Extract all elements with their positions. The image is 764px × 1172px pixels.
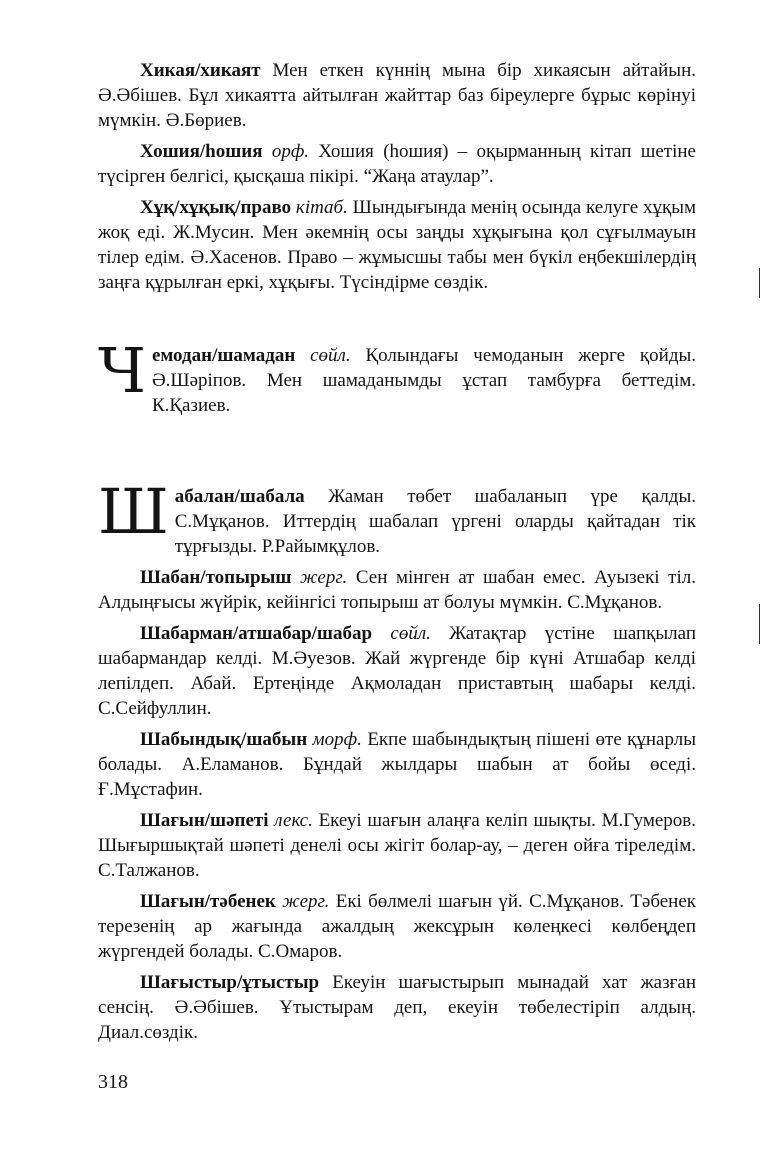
headword: Шағыстыр/ұтыстыр xyxy=(140,972,320,993)
headword: Шабан/топырыш xyxy=(140,567,292,588)
entry-text: Екпе шабындықтың пішені өте құнарлы болады. А.Еламанов. Бұндай жылдары шабын ат бойы өседі. Ғ.Мұстафин. xyxy=(98,729,696,800)
headword: Шағын/шәпеті xyxy=(140,810,269,831)
headword: Хикая/хикаят xyxy=(140,60,261,81)
headword: Шабарман/атшабар/шабар xyxy=(140,623,373,644)
section-dropcap-ch: Ч xyxy=(98,334,146,407)
entry-text: Жатақтар үстіне шапқылап шабармандар келді. М.Әуезов. Жай жүргенде бір күні Атшабар келді лепілдеп. Абай. Ертеңінде Ақмоладан приставтың шабары келді. С.Сейфуллин. xyxy=(98,623,696,719)
dictionary-page xyxy=(98,58,696,1051)
headword: абалан/шабала xyxy=(174,486,305,507)
entry-shaban xyxy=(98,565,696,615)
entry-text: Хошия (һошия) – оқырманның кітап шетіне түсірген белгісі, қысқаша пікірі. “Жаңа атаулар”. xyxy=(98,141,696,187)
section-dropcap-sh: Ш xyxy=(98,475,169,548)
entry-hoshiya xyxy=(98,139,696,189)
usage-label: сөйл. xyxy=(295,345,351,366)
scan-margin-mark xyxy=(759,604,760,644)
usage-label: жерг. xyxy=(291,567,348,588)
headword: емодан/шамадан xyxy=(151,345,296,366)
entry-shabyndyk xyxy=(98,727,696,802)
usage-label: сөйл. xyxy=(372,623,431,644)
entry-shagystyr xyxy=(98,970,696,1045)
entry-shagyn-shapeti xyxy=(98,808,696,883)
usage-label: морф. xyxy=(307,729,362,750)
usage-label: жерг. xyxy=(275,891,330,912)
headword: Шабындық/шабын xyxy=(140,729,308,750)
entry-huk xyxy=(98,195,696,295)
entry-shagyn-tabenek xyxy=(98,889,696,964)
usage-label: орф. xyxy=(262,141,310,162)
entry-text: Сен мінген ат шабан емес. Ауызекі тіл. Алдыңғысы жүйрік, кейінгісі топырыш ат болуы мүмкін. С.Мұқанов. xyxy=(98,567,696,613)
entry-text: Мен еткен күннің мына бір хикаясын айтайын. Ә.Әбішев. Бұл хикаятта айтылған жайттар баз біреулерге бұрыс көрінуі мүмкін. Ә.Бөриев. xyxy=(98,60,696,131)
usage-label: кітаб. xyxy=(291,197,348,218)
entry-text: Қолындағы чемоданын жерге қойды. Ә.Шәріпов. Мен шамаданымды ұстап тамбурға беттедім. К.Қазиев. xyxy=(151,345,697,416)
entry-shabalan xyxy=(98,475,696,559)
page-number: 318 xyxy=(98,1071,128,1093)
headword: Шағын/тәбенек xyxy=(140,891,276,912)
headword: Хошия/һошия xyxy=(140,141,263,162)
usage-label: лекс. xyxy=(268,810,313,831)
entry-text: Жаман төбет шабаланып үре қалды. С.Мұқанов. Иттердің шабалап үргені оларды қайтадан тік тұрғызды. Р.Райымқұлов. xyxy=(174,486,696,557)
entry-hikaya xyxy=(98,58,696,133)
scan-margin-mark xyxy=(759,268,760,298)
entry-text: Екеуін шағыстырып мынадай хат жазған сенсің. Ә.Әбішев. Ұтыстырам деп, екеуін төбелестіріп алдың. Диал.сөздік. xyxy=(98,972,696,1043)
entry-text: Екеуі шағын алаңға келіп шықты. М.Гумеров. Шығыршықтай шәпеті денелі осы жігіт болар-ау, – деген ойға тіреледім. С.Талжанов. xyxy=(98,810,696,881)
headword: Хұқ/хұқық/право xyxy=(140,197,292,218)
entry-chemodan xyxy=(98,334,697,418)
entry-shabarman xyxy=(98,621,696,721)
entry-text: Екі бөлмелі шағын үй. С.Мұқанов. Тәбенек терезенің ар жағында ажалдың жексұрын көлеңкесі көлбеңдеп жүргендей болады. С.Омаров. xyxy=(98,891,696,962)
entry-text: Шындығында менің осында келуге хұқым жоқ еді. Ж.Мусин. Мен әкемнің осы заңды хұқығына қол сұғылмауын тілер едім. Ә.Хасенов. Право – жұмысшы табы мен бүкіл еңбекшілердің заңға құрылған еркі, хұқығы. Түсіндірме сөздік. xyxy=(98,197,696,293)
